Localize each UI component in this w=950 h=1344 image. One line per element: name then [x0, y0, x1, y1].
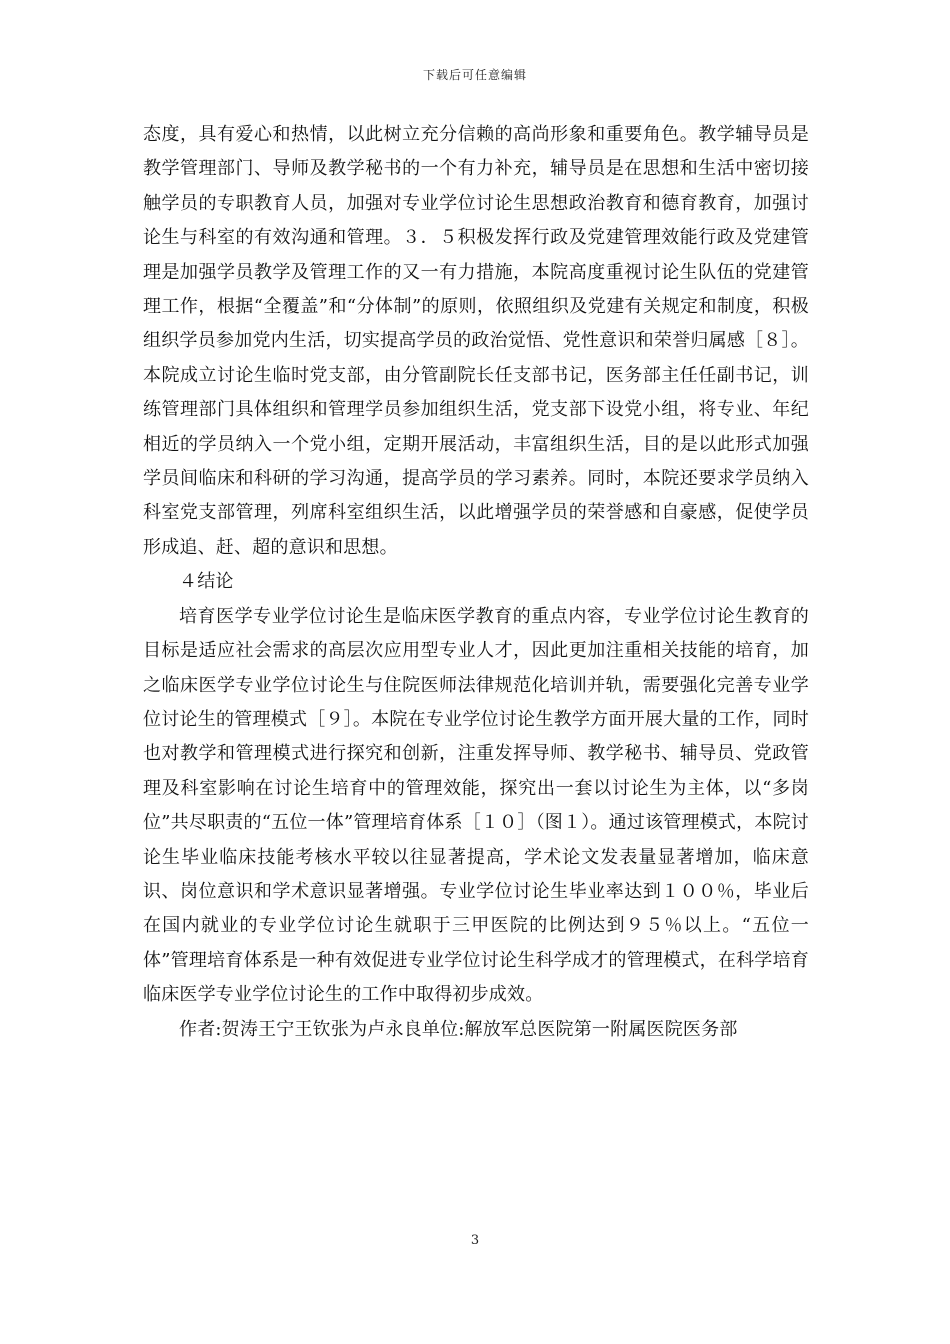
- paragraph-continued: 态度，具有爱心和热情，以此树立充分信赖的高尚形象和重要角色。教学辅导员是教学管理部门、导师及教学秘书的一个有力补充，辅导员是在思想和生活中密切接触学员的专职教育人员，加强对专业学位讨论生思想政治教育和德育教育，加强讨论生与科室的有效沟通和管理。３．５积极发挥行政及党建管理效能行政及党建管理是加强学员教学及管理工作的又一有力措施，本院高度重视讨论生队伍的党建管理工作，根据“全覆盖”和“分体制”的原则，依照组织及党建有关规定和制度，积极组织学员参加党内生活，切实提高学员的政治觉悟、党性意识和荣誉归属感［８］。本院成立讨论生临时党支部，由分管副院长任支部书记，医务部主任任副书记，训练管理部门具体组织和管理学员参加组织生活，党支部下设党小组，将专业、年纪相近的学员纳入一个党小组，定期开展活动，丰富组织生活，目的是以此形式加强学员间临床和科研的学习沟通，提高学员的学习素养。同时，本院还要求学员纳入科室党支部管理，列席科室组织生活，以此增强学员的荣誉感和自豪感，促使学员形成追、赶、超的意识和思想。: [143, 124, 809, 558]
- page-header: 下载后可任意编辑: [422, 68, 527, 82]
- section-heading-conclusion: ４结论: [179, 571, 234, 593]
- page-number: 3: [470, 1233, 480, 1248]
- document-body: [143, 118, 809, 1047]
- paragraph-conclusion: 培育医学专业学位讨论生是临床医学教育的重点内容，专业学位讨论生教育的目标是适应社会需求的高层次应用型专业人才，因此更加注重相关技能的培育，加之临床医学专业学位讨论生与住院医师法律规范化培训并轨，需要强化完善专业学位讨论生的管理模式［９］。本院在专业学位讨论生教学方面开展大量的工作，同时也对教学和管理模式进行探究和创新，注重发挥导师、教学秘书、辅导员、党政管理及科室影响在讨论生培育中的管理效能，探究出一套以讨论生为主体，以“多岗位”共尽职责的“五位一体”管理培育体系［１０］（图１）。通过该管理模式，本院讨论生毕业临床技能考核水平较以往显著提高，学术论文发表量显著增加，临床意识、岗位意识和学术意识显著增强。专业学位讨论生毕业率达到１００％，毕业后在国内就业的专业学位讨论生就职于三甲医院的比例达到９５％以上。“五位一体”管理培育体系是一种有效促进专业学位讨论生科学成才的管理模式，在科学培育临床医学专业学位讨论生的工作中取得初步成效。: [143, 605, 809, 1006]
- author-line: 作者:贺涛王宁王钦张为卢永良单位:解放军总医院第一附属医院医务部: [179, 1018, 738, 1040]
